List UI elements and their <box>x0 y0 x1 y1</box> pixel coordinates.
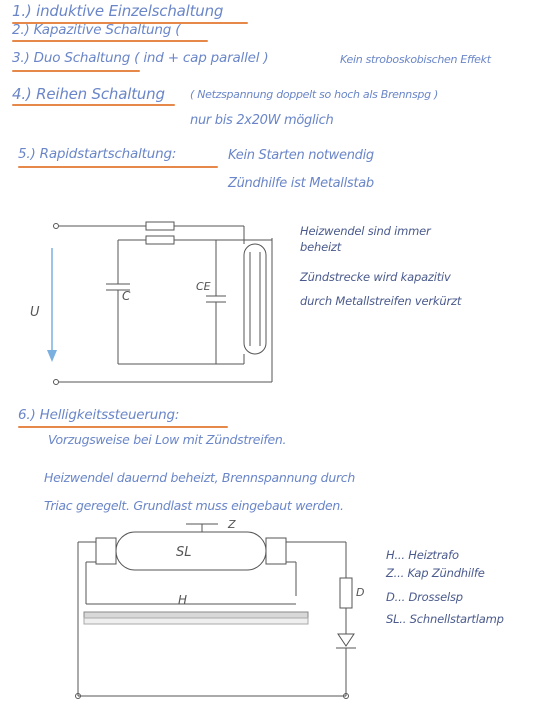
heiztrafo-icon <box>84 612 308 618</box>
item-2-kapazitive: 2.) Kapazitive Schaltung ( <box>12 22 181 38</box>
item-3-note: Kein stroboskobischen Effekt <box>340 53 491 66</box>
terminal-top-icon <box>54 224 59 229</box>
item-5-sub: Zündhilfe ist Metallstab <box>228 176 374 191</box>
item-6-helligkeit: 6.) Helligkeitssteuerung: <box>18 407 180 423</box>
item-6-line-3: Triac geregelt. Grundlast muss eingebaut werden. <box>44 498 344 513</box>
circuit1-note-2: beheizt <box>300 240 342 254</box>
item-3-duo: 3.) Duo Schaltung ( ind + cap parallel ) <box>12 50 269 66</box>
legend-item-sl: SL.. Schnellstartlamp <box>386 612 504 626</box>
item-4-sub: nur bis 2x20W möglich <box>190 113 334 128</box>
item-5-rapidstart: 5.) Rapidstartschaltung: <box>18 146 177 162</box>
circuit1-note-1: Heizwendel sind immer <box>300 224 431 238</box>
label-d: D <box>356 586 365 599</box>
label-h: H <box>178 593 188 607</box>
item-4-note: ( Netzspannung doppelt so hoch als Brennspg ) <box>190 88 438 101</box>
triac-icon <box>338 634 354 646</box>
item-4-reihen: 4.) Reihen Schaltung <box>12 85 165 103</box>
circuit1-note-4: durch Metallstreifen verkürzt <box>300 294 462 308</box>
legend-item-d: D... Drosselsp <box>386 590 463 604</box>
label-sl: SL <box>176 545 192 560</box>
item-6-line-1: Vorzugsweise bei Low mit Zündstreifen. <box>48 432 287 447</box>
label-z: Z <box>228 518 236 531</box>
label-ce: CE <box>196 280 211 293</box>
label-u: U <box>30 305 40 320</box>
circuit1-note-3: Zündstrecke wird kapazitiv <box>300 270 451 284</box>
item-6-line-2: Heizwendel dauernd beheizt, Brennspannung durch <box>44 470 355 485</box>
label-c: C <box>122 289 131 303</box>
item-5-note: Kein Starten notwendig <box>228 148 374 163</box>
choke-second-icon <box>146 236 174 244</box>
choke-top-icon <box>146 222 174 230</box>
lamp-tube-icon <box>244 244 266 354</box>
circuit-2-diagram <box>78 524 356 696</box>
legend-item-z: Z... Kap Zündhilfe <box>386 566 485 580</box>
terminal-bottom-icon <box>54 380 59 385</box>
legend-item-h: H... Heiztrafo <box>386 548 459 562</box>
drossel-icon <box>340 578 352 608</box>
item-1-induktive: 1.) induktive Einzelschaltung <box>12 2 224 20</box>
